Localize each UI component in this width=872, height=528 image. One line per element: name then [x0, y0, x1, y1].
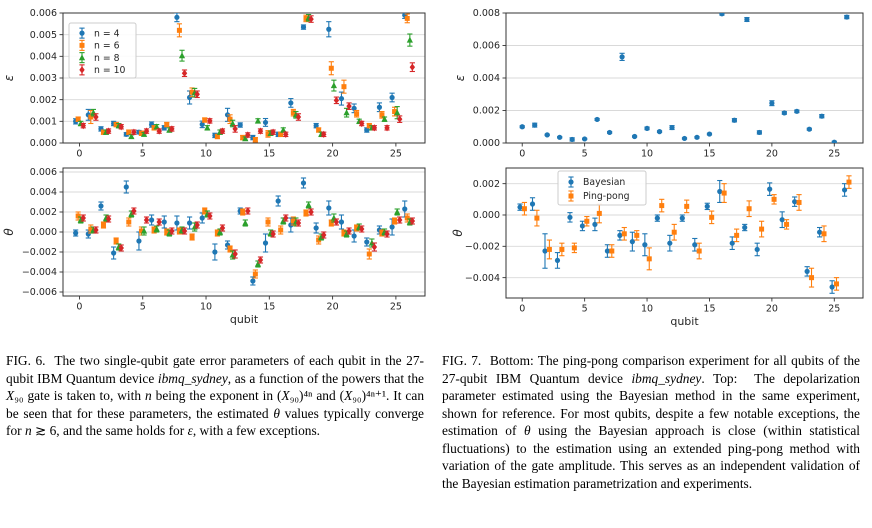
- fig6-theta-xlabel: qubit: [229, 313, 259, 326]
- svg-text:0.002: 0.002: [29, 94, 57, 106]
- svg-text:5: 5: [139, 148, 146, 160]
- svg-text:0.000: 0.000: [472, 210, 500, 222]
- fig6-theta-series: [73, 178, 415, 285]
- svg-text:10: 10: [199, 301, 213, 313]
- svg-text:0.004: 0.004: [29, 187, 57, 199]
- svg-text:Ping-pong: Ping-pong: [583, 191, 630, 203]
- svg-text:20: 20: [765, 148, 778, 160]
- svg-text:0: 0: [76, 301, 83, 313]
- fig7-charts: [436, 0, 872, 345]
- svg-text:0.008: 0.008: [472, 8, 500, 20]
- svg-text:0: 0: [76, 148, 83, 160]
- fig6-charts: [0, 0, 436, 345]
- svg-text:10: 10: [641, 303, 654, 315]
- svg-text:20: 20: [765, 303, 778, 315]
- svg-text:0.004: 0.004: [472, 73, 500, 85]
- fig7-epsilon-plot: [453, 8, 863, 159]
- svg-text:15: 15: [263, 301, 276, 313]
- fig7-caption: FIG. 7. Bottom: The ping-pong comparison experiment for all qubits of the 27-qubit IBM Quantum device ibmq_sydney. Top: The depolarization parameter estimated using the Bayesian method in the same experiment, shown for reference. For most qubits, despite a few notable exceptions, the estimation of θ using the Bayesian approach is close (within statistical fluctuations) to the estimation using an extended ping-pong method with variation of the gate amplitude. This serves as an independent validation of the Bayesian estimation parametrization and experiments.: [442, 353, 861, 491]
- fig6-epsilon-plot: [2, 8, 425, 159]
- svg-text:25: 25: [389, 301, 402, 313]
- svg-text:15: 15: [703, 148, 716, 160]
- fig6-epsilon-ylabel: ε: [2, 74, 16, 82]
- svg-text:5: 5: [581, 303, 588, 315]
- svg-text:0: 0: [519, 303, 526, 315]
- svg-text:n = 10: n = 10: [94, 65, 126, 77]
- svg-text:0.005: 0.005: [29, 29, 57, 41]
- svg-text:5: 5: [139, 301, 146, 313]
- fig7-epsilon-ylabel: ε: [453, 74, 467, 82]
- series-n8: [78, 202, 413, 267]
- fig7-theta-xlabel: qubit: [670, 315, 699, 328]
- svg-text:Bayesian: Bayesian: [583, 177, 626, 189]
- svg-text:n = 8: n = 8: [94, 52, 120, 64]
- svg-text:0.004: 0.004: [29, 51, 57, 63]
- svg-text:n = 6: n = 6: [94, 40, 120, 52]
- svg-text:−0.002: −0.002: [464, 241, 500, 253]
- figure6-panel: [0, 0, 436, 492]
- fig6-theta-plot: [2, 167, 425, 326]
- svg-text:0.000: 0.000: [29, 227, 57, 239]
- svg-text:−0.002: −0.002: [21, 247, 57, 259]
- svg-text:20: 20: [326, 301, 339, 313]
- fig7-theta-legend: [558, 171, 646, 205]
- svg-text:5: 5: [581, 148, 588, 160]
- figure7-panel: [436, 0, 872, 492]
- svg-text:15: 15: [703, 303, 716, 315]
- svg-text:−0.004: −0.004: [464, 272, 500, 284]
- svg-text:0.006: 0.006: [29, 167, 57, 179]
- svg-text:n = 4: n = 4: [94, 28, 120, 40]
- svg-text:−0.004: −0.004: [21, 267, 57, 279]
- svg-text:0.003: 0.003: [29, 73, 57, 85]
- svg-text:0.000: 0.000: [472, 138, 500, 150]
- svg-text:0.006: 0.006: [472, 40, 500, 52]
- series-n6: [76, 208, 410, 278]
- fig6-caption: FIG. 6. The two single-qubit gate error parameters of each qubit in the 27-qubit IBM Quantum device ibmq_sydney, as a function of the powers that the X₉₀ gate is taken to, with n being the exponent in (X₉₀)⁴ⁿ and (X₉₀)⁴ⁿ⁺¹. It can be seen that for these parameters, the estimated θ values typically converge for n ≳ 6, and the same holds for ε, with a few exceptions.: [6, 353, 425, 439]
- svg-text:25: 25: [828, 303, 841, 315]
- fig6-epsilon-legend: [69, 23, 136, 78]
- svg-text:0: 0: [519, 148, 526, 160]
- svg-text:15: 15: [263, 148, 276, 160]
- svg-text:25: 25: [828, 148, 841, 160]
- svg-text:0.006: 0.006: [29, 8, 57, 20]
- svg-text:20: 20: [326, 148, 339, 160]
- svg-text:0.002: 0.002: [29, 207, 57, 219]
- svg-text:0.000: 0.000: [29, 138, 57, 150]
- svg-text:25: 25: [389, 148, 402, 160]
- fig6-theta-ylabel: θ: [2, 228, 16, 236]
- fig7-theta-ylabel: θ: [451, 229, 465, 237]
- svg-text:0.002: 0.002: [472, 178, 500, 190]
- svg-text:10: 10: [199, 148, 213, 160]
- svg-text:0.002: 0.002: [472, 105, 500, 117]
- svg-text:0.001: 0.001: [29, 116, 57, 128]
- svg-text:10: 10: [641, 148, 654, 160]
- svg-text:−0.006: −0.006: [21, 287, 57, 299]
- fig7-theta-plot: [451, 168, 863, 328]
